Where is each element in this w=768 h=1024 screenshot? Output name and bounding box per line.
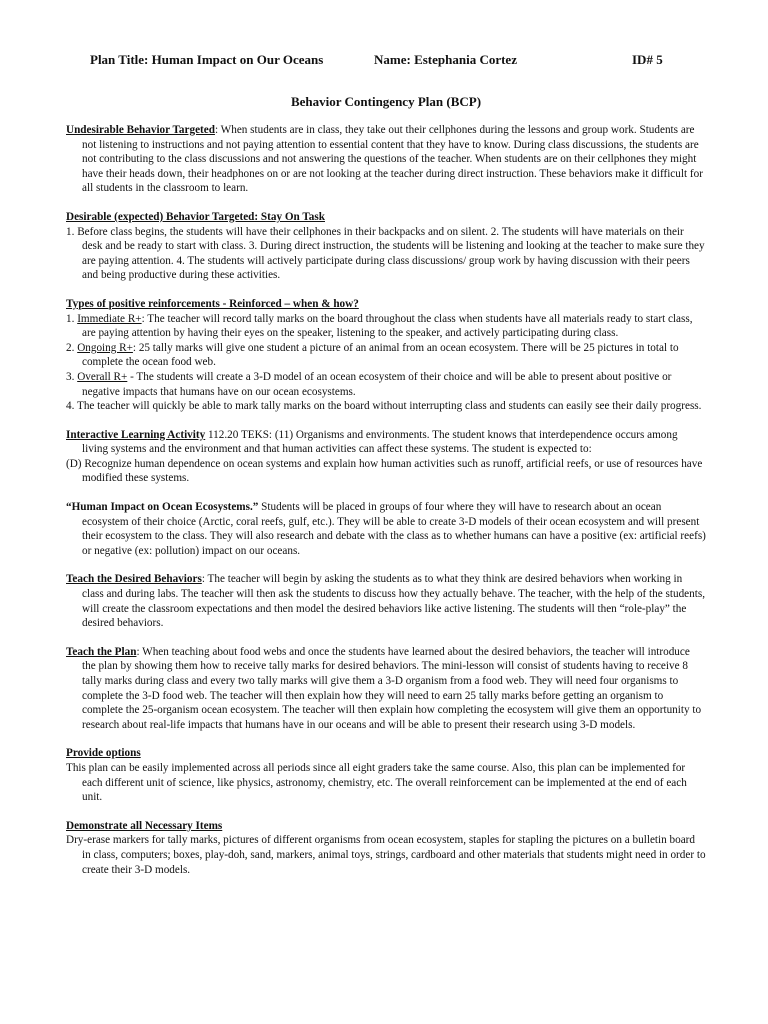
interactive-paragraph bbox=[66, 428, 706, 457]
human-impact-label: “Human Impact on Ocean Ecosystems.” bbox=[66, 501, 259, 514]
reinforcement-term: Immediate R+ bbox=[77, 312, 142, 325]
plan-title: Plan Title: Human Impact on Our Oceans bbox=[90, 52, 324, 67]
teach-plan-label: Teach the Plan bbox=[66, 645, 137, 658]
interactive-text: 112.20 TEKS: (11) Organisms and environments. The student knows that interdependence occurs among living systems and the environment and that human activities can affect these systems. The student is expected to: bbox=[82, 428, 678, 456]
undesirable-paragraph bbox=[66, 123, 706, 196]
reinforcement-text: - The students will create a 3-D model of an ocean ecosystem of their choice and will be able to present about positive or negative impacts that humans have on our ocean ecosystems. bbox=[82, 370, 672, 398]
reinforcement-text: 4. The teacher will quickly be able to mark tally marks on the board without interrupting class and students can easily see their daily progress. bbox=[66, 400, 702, 413]
document-page bbox=[66, 52, 706, 877]
section-necessary-items bbox=[66, 819, 706, 877]
teach-behaviors-text: : The teacher will begin by asking the students as to what they think are desired behaviors when working in class and during labs. The teacher will then ask the students to discuss how they actually behave. The teacher, with the help of the students, will create the classroom expectations and then model the desired behaviors like active listening. The students will then “role-play” the desired behaviors. bbox=[82, 573, 705, 630]
reinforcement-text: : The teacher will record tally marks on the board throughout the class when students have all materials ready to start class, are paying attention by having their eyes on the speaker, listening to the speaker, and actively participating during class. bbox=[82, 312, 693, 340]
reinforcement-term: Overall R+ bbox=[77, 370, 128, 383]
reinforcement-number: 1. bbox=[66, 312, 78, 325]
section-human-impact bbox=[66, 500, 706, 558]
author-name: Name: Estephania Cortez bbox=[374, 52, 517, 67]
undesirable-label: Undesirable Behavior Targeted bbox=[66, 124, 215, 136]
reinforcement-item bbox=[66, 370, 706, 399]
teach-plan-paragraph bbox=[66, 645, 706, 733]
options-label: Provide options bbox=[66, 747, 141, 760]
reinforcement-number: 3. bbox=[66, 370, 78, 383]
section-teach-behaviors bbox=[66, 572, 706, 630]
reinforcement-term: Ongoing R+ bbox=[77, 341, 133, 354]
section-desirable-behavior bbox=[66, 210, 706, 283]
reinforcement-item bbox=[66, 341, 706, 370]
section-reinforcements bbox=[66, 297, 706, 414]
teach-plan-text: : When teaching about food webs and once the students have learned about the desired behaviors, the teacher will introduce the plan by showing them how to receive tally marks for desired behaviors. The mini-lesson will consist of students having to receive 8 tally marks during class and every two tally marks will give them a 3-D organism from a food web. They will need four organisms to complete the 3-D food web. The teacher will then explain how they will need to earn 25 tally marks before getting an organism to complete the 25-organism ocean ecosystem. The teacher will then explain how completing the ecosystem will give them an opportunity to research about real-life impacts that humans have in our oceans and will be able to present their research using 3-D models. bbox=[82, 645, 702, 731]
human-impact-text: Students will be placed in groups of four where they will have to research about an ocean ecosystem of their choice (Arctic, coral reefs, gulf, etc.). They will be able to create 3-D models of their ocean ecosystem and will present their ecosystem to the class. They will also research and debate with the class as to whether humans can have a positive (ex: artificial reefs) or negative (ex: pollution) impact on our oceans. bbox=[82, 501, 706, 557]
document-title: Behavior Contingency Plan (BCP) bbox=[290, 94, 482, 109]
options-text: This plan can be easily implemented across all periods since all eight graders take the same course. Also, this plan can be implemented for each different unit of science, like physics, astronomy, chemistry, etc. The overall reinforcement can be implemented at the end of each unit. bbox=[66, 761, 687, 804]
interactive-standard-d: (D) Recognize human dependence on ocean systems and explain how human activities such as runoff, artificial reefs, or use of resources have modified these systems. bbox=[66, 457, 703, 485]
document-header bbox=[66, 52, 706, 74]
interactive-label: Interactive Learning Activity bbox=[66, 428, 206, 441]
teach-behaviors-paragraph bbox=[66, 572, 706, 630]
reinforcement-item bbox=[66, 312, 706, 341]
desirable-label: Desirable (expected) Behavior Targeted: Stay On Task bbox=[66, 210, 325, 223]
reinforcement-number: 2. bbox=[66, 341, 78, 354]
reinforcement-item bbox=[66, 399, 706, 414]
items-text: Dry-erase markers for tally marks, pictures of different organisms from ocean ecosystem, staples for stapling the pictures on a bulletin board in class, computers; boxes, play-doh, sand, markers, animal toys, strings, cardboard and other materials that students might need in order to create their 3-D models. bbox=[66, 834, 706, 876]
undesirable-text: : When students are in class, they take out their cellphones during the lessons and group work. Students are not listening to instructions and not paying attention to essential content that they have to know. During class discussions, the students are not contributing to the class discussions and not answering the questions of the teacher. When students are on their cellphones they might have their heads down, their headphones on or are not looking at the teacher during direct instruction. These behaviors make it difficult for all students in the classroom to learn. bbox=[82, 124, 703, 195]
reinforcement-text: : 25 tally marks will give one student a picture of an animal from an ocean ecosystem. There will be 25 pictures in total to complete the ocean food web. bbox=[82, 341, 679, 369]
teach-behaviors-label: Teach the Desired Behaviors bbox=[66, 573, 202, 586]
section-interactive-activity bbox=[66, 428, 706, 486]
section-undesirable-behavior bbox=[66, 123, 706, 196]
human-impact-paragraph bbox=[66, 500, 706, 558]
desirable-text: 1. Before class begins, the students will have their cellphones in their backpacks and on silent. 2. The students will have materials on their desk and be ready to start with class. 3. During direct instruction, the students will be listening and looking at the teacher to make sure they are paying attention. 4. The students will actively participate during class discussions/ group work by having discussion with their peers and being productive during these activities. bbox=[66, 225, 705, 282]
section-teach-plan bbox=[66, 645, 706, 733]
items-label: Demonstrate all Necessary Items bbox=[66, 819, 223, 832]
student-id: ID# 5 bbox=[632, 52, 663, 67]
reinforcements-label: Types of positive reinforcements - Reinforced – when & how? bbox=[66, 297, 359, 310]
section-provide-options bbox=[66, 746, 706, 804]
